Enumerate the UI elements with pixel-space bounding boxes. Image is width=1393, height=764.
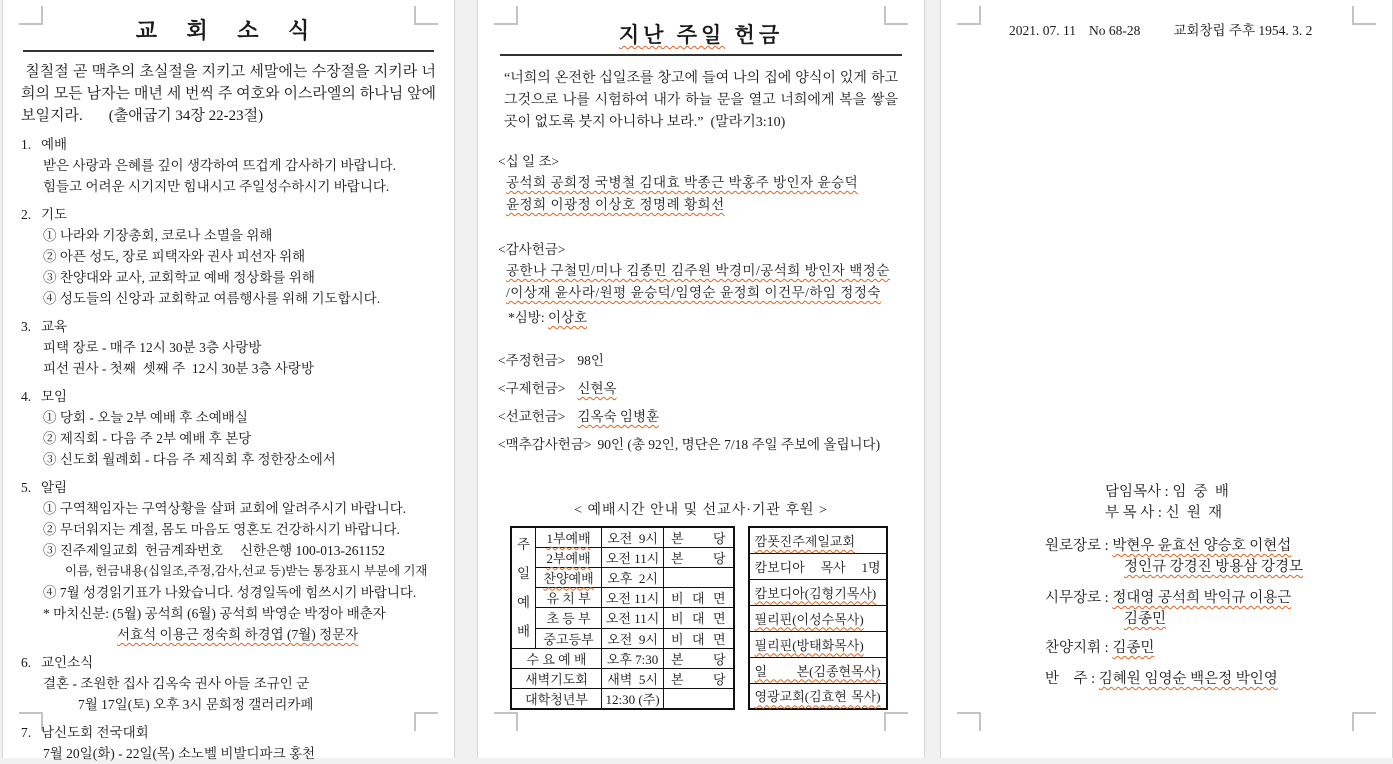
- list-item: 서효석 이용근 정숙희 하경엽 (7월) 정문자: [117, 627, 359, 642]
- service-place: [664, 688, 734, 709]
- scripture-verse: “너희의 온전한 십일조를 창고에 들여 나의 집에 양식이 있게 하고 그것으로 나를 시험하여 내가 하늘 문을 열고 너희에게 복을 쌓을 곳이 없도록 붓지 아니하나 보라.” (말라기3:10): [504, 71, 902, 130]
- margin-corner-mark: [884, 712, 908, 731]
- offering-row: [498, 407, 904, 427]
- service-time: 오전 9시: [602, 527, 664, 548]
- offering-value: 신현옥: [577, 381, 617, 396]
- table-row: [749, 527, 887, 553]
- table-row: [749, 553, 887, 579]
- list-item: ① 구역책임자는 구역상황을 살펴 교회에 알려주시기 바랍니다.: [43, 501, 407, 516]
- list-item: ③ 찬양대와 교사, 교회학교 예배 정상화를 위해: [43, 270, 315, 285]
- section-number: 4.: [21, 389, 32, 404]
- service-time: 오후 2시: [602, 568, 664, 588]
- service-place: 본 당: [664, 548, 734, 568]
- section-title: 알림: [41, 480, 68, 495]
- list-item: 이름, 헌금내용(십일조,주정,감사,선교 등)받는 통장표시 부분에 기재: [65, 564, 428, 578]
- section-title: 교육: [41, 319, 68, 334]
- section-education: [21, 317, 436, 379]
- service-place: 비 대 면: [664, 588, 734, 608]
- service-place: 비 대 면: [664, 628, 734, 648]
- section-meetings: [21, 387, 436, 470]
- section-number: 5.: [21, 480, 32, 495]
- offering-row: [498, 351, 904, 371]
- table-row: [749, 683, 887, 709]
- page-title: 교 회 소 식: [135, 18, 322, 43]
- list-item: 피선 권사 - 첫째 셋째 주 12시 30분 3층 사랑방: [43, 361, 314, 376]
- service-name: 초 등 부: [536, 608, 602, 628]
- staff-role: 시무장로: [1045, 590, 1102, 606]
- list-item: ② 제직회 - 다음 주 2부 예배 후 본당: [43, 431, 252, 446]
- section-worship: [21, 135, 436, 197]
- table-row: [511, 527, 734, 548]
- page-title: [498, 20, 904, 50]
- mission-entry: 일 본(김종현목사): [749, 657, 887, 683]
- tithe-names: 윤정희 이광정 이상호 정명례 황희선: [506, 197, 725, 212]
- list-item: 7월 20일(화) - 22일(목) 소노벨 비발디파크 홍천: [43, 746, 316, 761]
- table-row: [749, 605, 887, 631]
- mission-entry: 깜폿진주제일교회: [749, 527, 887, 553]
- title-underline: [500, 54, 902, 56]
- service-time: 오전 11시: [602, 588, 664, 608]
- section-title: 예배: [41, 137, 68, 152]
- section-number: 3.: [21, 319, 32, 334]
- section-title: 교인소식: [41, 655, 94, 670]
- service-place: [664, 568, 734, 588]
- section-number: 7.: [21, 725, 32, 740]
- service-name: 유 치 부: [536, 588, 602, 608]
- staff-role: 부 목 사: [1105, 505, 1155, 521]
- section-number: 6.: [21, 655, 32, 670]
- church-founding-date: 교회창립 주후 1954. 3. 2: [1173, 23, 1313, 38]
- staff-role: 찬양지휘: [1045, 640, 1102, 656]
- staff-names: 김혜원 임영순 백은정 박인영: [1098, 671, 1278, 687]
- table-caption: < 예배시간 안내 및 선교사·기관 후원 >: [574, 503, 828, 518]
- service-name: 수 요 예 배: [511, 648, 602, 668]
- bulletin-page-offerings[interactable]: [477, 0, 925, 758]
- tables-container: [510, 526, 904, 710]
- bulletin-page-church-news[interactable]: [2, 0, 455, 761]
- thanksgiving-names: 공한나 구철민/미나 김종민 김주원 박경미/공석희 방인자 백정순: [506, 263, 890, 278]
- staff-row: [1124, 609, 1392, 630]
- offering-row: [498, 435, 904, 455]
- offering-value: 98인: [577, 353, 604, 368]
- table-row: [511, 548, 734, 568]
- list-item: 7월 17일(토) 오후 3시 문희정 갤러리카페: [78, 697, 314, 712]
- staff-names: 김종민: [1112, 640, 1155, 656]
- section-notices: [21, 478, 436, 645]
- section-member-news: [21, 653, 436, 715]
- service-name: 1부예배: [536, 527, 602, 548]
- table-row: [749, 657, 887, 683]
- issue-number: No 68-28: [1089, 23, 1141, 38]
- table-row: [511, 648, 734, 668]
- tithe-header: <십 일 조>: [498, 154, 560, 169]
- service-time: 오전 11시: [602, 548, 664, 568]
- service-place: 비 대 면: [664, 608, 734, 628]
- staff-row: 부 목 사 : 신 원 재: [1105, 503, 1392, 524]
- staff-row: [1124, 557, 1392, 578]
- staff-role: 원로장로: [1045, 538, 1102, 554]
- list-item: 힘들고 어려운 시기지만 힘내시고 주일성수하시기 바랍니다.: [43, 179, 390, 194]
- visitation-line: [508, 307, 904, 329]
- service-name: 중고등부: [536, 628, 602, 648]
- staff-row: 원로장로 : 박현우 윤효선 양승호 이현섭: [1045, 536, 1392, 557]
- page-title-part: 헌금: [725, 23, 784, 47]
- list-item: 받은 사랑과 은혜를 깊이 생각하여 뜨겁게 감사하기 바랍니다.: [43, 158, 397, 173]
- staff-row: 찬양지휘 : 김종민: [1045, 638, 1392, 659]
- tithe-names: 공석희 공희정 국병철 김대효 박종근 박홍주 방인자 윤승덕: [506, 175, 859, 190]
- list-item: ① 당회 - 오늘 2부 예배 후 소예배실: [43, 410, 248, 425]
- table-row: [749, 579, 887, 605]
- service-time: 새벽 5시: [602, 668, 664, 688]
- list-item: ③ 신도회 월례회 - 다음 주 제직회 후 정한장소에서: [43, 452, 336, 467]
- thanksgiving-names: /이상재 윤사라/원평 윤승덕/임영순 윤정희 이건무/하임 정정숙: [506, 285, 881, 300]
- table-row: [511, 588, 734, 608]
- staff-names: 임 중 배: [1172, 484, 1229, 500]
- service-time: 오후 7:30: [602, 648, 664, 668]
- staff-names: 신 원 재: [1165, 505, 1223, 521]
- margin-corner-mark: [1352, 6, 1376, 25]
- list-item: ② 무더워지는 계절, 몸도 마음도 영혼도 건강하시기 바랍니다.: [43, 522, 400, 537]
- staff-names: 김종민: [1124, 611, 1167, 627]
- issue-header: [941, 0, 1392, 40]
- staff-list: [941, 482, 1392, 690]
- staff-row: 시무장로 : 정대영 공석희 박익규 이용근: [1045, 588, 1392, 609]
- list-item: ① 나라와 기장총회, 코로나 소멸을 위해: [43, 228, 273, 243]
- list-item: ② 아픈 성도, 장로 피택자와 권사 피선자 위해: [43, 249, 306, 264]
- service-place: 본 당: [664, 668, 734, 688]
- staff-role: 반 주: [1045, 671, 1088, 687]
- table-row: [511, 568, 734, 588]
- offering-row: [498, 379, 904, 399]
- list-item: ④ 7월 성경읽기표가 나왔습니다. 성경일독에 힘쓰시기 바랍니다.: [43, 585, 417, 600]
- thanksgiving-header: <감사헌금>: [498, 242, 566, 257]
- worship-schedule-table: [510, 526, 735, 710]
- staff-names: 박현우 윤효선 양승호 이현섭: [1112, 538, 1292, 554]
- service-name: 새벽기도회: [511, 668, 602, 688]
- staff-row: 반 주 : 김혜원 임영순 백은정 박인영: [1045, 669, 1392, 690]
- section-prayer: [21, 205, 436, 309]
- staff-row: 담임목사 : 임 중 배: [1105, 482, 1392, 503]
- issue-date: 2021. 07. 11: [1009, 23, 1076, 38]
- offering-label: <주정헌금>: [498, 353, 566, 368]
- offering-label: <선교헌금>: [498, 409, 566, 424]
- service-name: 찬양예배: [536, 568, 602, 588]
- mission-support-table: [748, 526, 888, 710]
- section-title: 모임: [41, 389, 68, 404]
- offering-label: <구제헌금>: [498, 381, 566, 396]
- title-underline: [23, 50, 434, 52]
- bulletin-page-cover-info[interactable]: [940, 0, 1393, 758]
- service-time: 오전 11시: [602, 608, 664, 628]
- service-name: 대학청년부: [511, 688, 602, 709]
- mission-entry: 캄보디아(김형기목사): [749, 579, 887, 605]
- staff-names: 정인규 강경진 방용삼 강경모: [1124, 559, 1303, 575]
- scripture-verse: [21, 61, 440, 127]
- section-title: 남신도회 전국대회: [41, 725, 149, 740]
- mission-entry: 캄보디아 목사 1명: [749, 553, 887, 579]
- table-row: [511, 668, 734, 688]
- table-row: [749, 631, 887, 657]
- mission-entry: 필리핀(방태화목사): [749, 631, 887, 657]
- table-row: [511, 688, 734, 709]
- section-title: 기도: [41, 207, 68, 222]
- service-name: 2부예배: [536, 548, 602, 568]
- list-item: * 마치신분: (5월) 공석희 (6월) 공석희 박영순 박정아 배춘자: [43, 606, 386, 621]
- list-item: ④ 성도들의 신앙과 교회학교 여름행사를 위해 기도합시다.: [43, 291, 381, 306]
- list-item: 피택 장로 - 매주 12시 30분 3층 사랑방: [43, 340, 262, 355]
- table-row: [511, 628, 734, 648]
- staff-names: 정대영 공석희 박익규 이용근: [1112, 590, 1292, 606]
- list-item: ③ 진주제일교회 헌금계좌번호 신한은행 100-013-261152: [43, 543, 386, 558]
- margin-corner-mark: [957, 712, 981, 731]
- offering-value: 90인 (총 92인, 명단은 7/18 주일 주보에 올립니다): [597, 437, 881, 452]
- service-time: 오전 9시: [602, 628, 664, 648]
- worship-group-label: 주일예배: [511, 527, 536, 648]
- margin-corner-mark: [1352, 712, 1376, 731]
- visitation-label: *심방:: [508, 310, 545, 325]
- offering-label: <맥추감사헌금>: [498, 437, 592, 452]
- visitation-name: 이상호: [547, 310, 588, 325]
- service-time: 12:30 (주): [602, 688, 664, 709]
- staff-role: 담임목사: [1105, 484, 1162, 500]
- offering-value: 김옥숙 임병훈: [577, 409, 660, 424]
- scripture-text: 칠칠절 곧 맥추의 초실절을 지키고 세말에는 수장절을 지키라 너희의 모든 남자는 매년 세 번씩 주 여호와 이스라엘의 하나님 앞에 보일지라.: [21, 64, 440, 124]
- list-item: 결혼 - 조원한 집사 김옥숙 권사 아들 조규인 군: [43, 676, 310, 691]
- table-row: [511, 608, 734, 628]
- mission-entry: 영광교회(김효현 목사): [749, 683, 887, 709]
- mission-entry: 필리핀(이성수목사): [749, 605, 887, 631]
- page-title-part: 지난 주일: [618, 23, 726, 47]
- section-number: 2.: [21, 207, 32, 222]
- service-place: 본 당: [664, 527, 734, 548]
- margin-corner-mark: [957, 6, 981, 25]
- service-place: 본 당: [664, 648, 734, 668]
- margin-corner-mark: [494, 712, 518, 731]
- section-number: 1.: [21, 137, 32, 152]
- scripture-reference: (출애굽기 34장 22-23절): [108, 108, 264, 124]
